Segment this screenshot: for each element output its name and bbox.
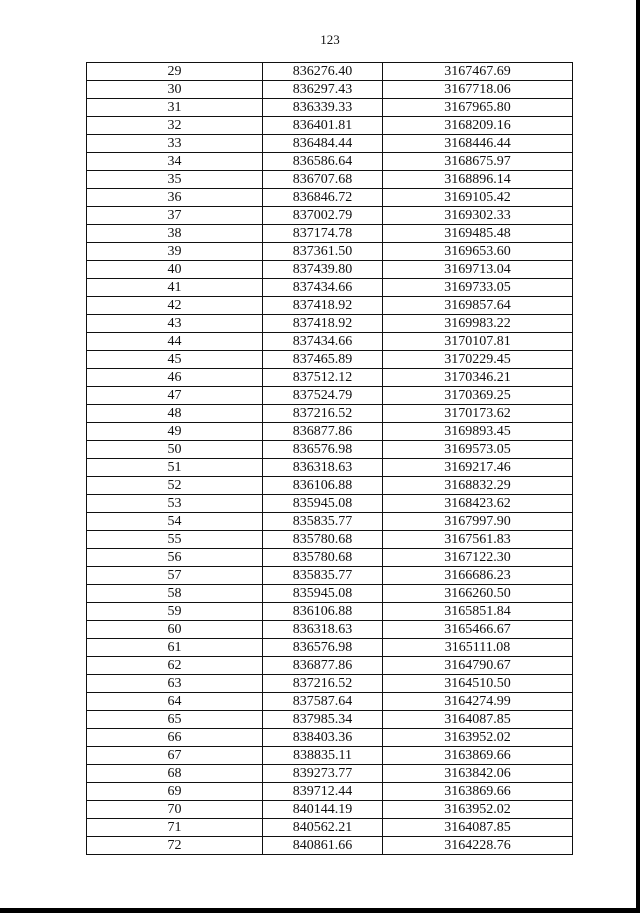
table-row: [87, 477, 573, 495]
y-coordinate-cell: 3165111.08: [383, 639, 573, 657]
table-row: [87, 333, 573, 351]
point-number-cell: 59: [87, 603, 263, 621]
x-coordinate-cell: 837418.92: [263, 297, 383, 315]
y-coordinate-cell: 3169713.04: [383, 261, 573, 279]
point-number-cell: 52: [87, 477, 263, 495]
point-number-cell: 60: [87, 621, 263, 639]
x-coordinate-cell: 837361.50: [263, 243, 383, 261]
x-coordinate-cell: 836484.44: [263, 135, 383, 153]
x-coordinate-cell: 836576.98: [263, 639, 383, 657]
point-number-cell: 58: [87, 585, 263, 603]
y-coordinate-cell: 3169573.05: [383, 441, 573, 459]
x-coordinate-cell: 835945.08: [263, 495, 383, 513]
x-coordinate-cell: 836576.98: [263, 441, 383, 459]
table-row: [87, 135, 573, 153]
y-coordinate-cell: 3164087.85: [383, 711, 573, 729]
point-number-cell: 71: [87, 819, 263, 837]
point-number-cell: 36: [87, 189, 263, 207]
x-coordinate-cell: 837587.64: [263, 693, 383, 711]
x-coordinate-cell: 837216.52: [263, 675, 383, 693]
point-number-cell: 72: [87, 837, 263, 855]
x-coordinate-cell: 836318.63: [263, 459, 383, 477]
x-coordinate-cell: 837418.92: [263, 315, 383, 333]
table-row: [87, 99, 573, 117]
y-coordinate-cell: 3170173.62: [383, 405, 573, 423]
x-coordinate-cell: 835945.08: [263, 585, 383, 603]
point-number-cell: 64: [87, 693, 263, 711]
page-number: 123: [320, 32, 340, 47]
point-number-cell: 61: [87, 639, 263, 657]
table-row: [87, 117, 573, 135]
point-number-cell: 46: [87, 369, 263, 387]
coordinates-table: [86, 62, 573, 855]
table-row: [87, 639, 573, 657]
point-number-cell: 55: [87, 531, 263, 549]
x-coordinate-cell: 836586.64: [263, 153, 383, 171]
x-coordinate-cell: 835780.68: [263, 549, 383, 567]
point-number-cell: 42: [87, 297, 263, 315]
y-coordinate-cell: 3165851.84: [383, 603, 573, 621]
y-coordinate-cell: 3169653.60: [383, 243, 573, 261]
y-coordinate-cell: 3169983.22: [383, 315, 573, 333]
y-coordinate-cell: 3163842.06: [383, 765, 573, 783]
table-row: [87, 513, 573, 531]
x-coordinate-cell: 836401.81: [263, 117, 383, 135]
table-row: [87, 369, 573, 387]
table-row: [87, 81, 573, 99]
table-row: [87, 747, 573, 765]
x-coordinate-cell: 837002.79: [263, 207, 383, 225]
point-number-cell: 69: [87, 783, 263, 801]
y-coordinate-cell: 3169857.64: [383, 297, 573, 315]
table-row: [87, 243, 573, 261]
x-coordinate-cell: 837465.89: [263, 351, 383, 369]
point-number-cell: 35: [87, 171, 263, 189]
table-row: [87, 297, 573, 315]
table-row: [87, 783, 573, 801]
point-number-cell: 29: [87, 63, 263, 81]
y-coordinate-cell: 3164087.85: [383, 819, 573, 837]
table-row: [87, 441, 573, 459]
table-row: [87, 387, 573, 405]
point-number-cell: 67: [87, 747, 263, 765]
x-coordinate-cell: 840144.19: [263, 801, 383, 819]
x-coordinate-cell: 836276.40: [263, 63, 383, 81]
y-coordinate-cell: 3168675.97: [383, 153, 573, 171]
table-row: [87, 261, 573, 279]
x-coordinate-cell: 837216.52: [263, 405, 383, 423]
y-coordinate-cell: 3164510.50: [383, 675, 573, 693]
point-number-cell: 38: [87, 225, 263, 243]
table-row: [87, 603, 573, 621]
point-number-cell: 41: [87, 279, 263, 297]
x-coordinate-cell: 839273.77: [263, 765, 383, 783]
x-coordinate-cell: 837434.66: [263, 279, 383, 297]
table-row: [87, 567, 573, 585]
x-coordinate-cell: 835780.68: [263, 531, 383, 549]
x-coordinate-cell: 836318.63: [263, 621, 383, 639]
point-number-cell: 57: [87, 567, 263, 585]
y-coordinate-cell: 3164274.99: [383, 693, 573, 711]
table-row: [87, 531, 573, 549]
y-coordinate-cell: 3164790.67: [383, 657, 573, 675]
y-coordinate-cell: 3167561.83: [383, 531, 573, 549]
x-coordinate-cell: 837174.78: [263, 225, 383, 243]
point-number-cell: 56: [87, 549, 263, 567]
y-coordinate-cell: 3169733.05: [383, 279, 573, 297]
y-coordinate-cell: 3163952.02: [383, 801, 573, 819]
point-number-cell: 51: [87, 459, 263, 477]
table-row: [87, 405, 573, 423]
x-coordinate-cell: 837434.66: [263, 333, 383, 351]
x-coordinate-cell: 840562.21: [263, 819, 383, 837]
y-coordinate-cell: 3167467.69: [383, 63, 573, 81]
point-number-cell: 44: [87, 333, 263, 351]
x-coordinate-cell: 836106.88: [263, 477, 383, 495]
x-coordinate-cell: 836846.72: [263, 189, 383, 207]
y-coordinate-cell: 3166260.50: [383, 585, 573, 603]
point-number-cell: 50: [87, 441, 263, 459]
table-row: [87, 351, 573, 369]
table-row: [87, 315, 573, 333]
y-coordinate-cell: 3163952.02: [383, 729, 573, 747]
point-number-cell: 32: [87, 117, 263, 135]
point-number-cell: 48: [87, 405, 263, 423]
y-coordinate-cell: 3167965.80: [383, 99, 573, 117]
x-coordinate-cell: 838403.36: [263, 729, 383, 747]
y-coordinate-cell: 3168896.14: [383, 171, 573, 189]
x-coordinate-cell: 837512.12: [263, 369, 383, 387]
table-row: [87, 549, 573, 567]
y-coordinate-cell: 3166686.23: [383, 567, 573, 585]
y-coordinate-cell: 3167718.06: [383, 81, 573, 99]
x-coordinate-cell: 836106.88: [263, 603, 383, 621]
table-row: [87, 207, 573, 225]
table-row: [87, 765, 573, 783]
y-coordinate-cell: 3169485.48: [383, 225, 573, 243]
table-row: [87, 819, 573, 837]
point-number-cell: 68: [87, 765, 263, 783]
y-coordinate-cell: 3169893.45: [383, 423, 573, 441]
y-coordinate-cell: 3165466.67: [383, 621, 573, 639]
point-number-cell: 66: [87, 729, 263, 747]
y-coordinate-cell: 3167122.30: [383, 549, 573, 567]
y-coordinate-cell: 3170346.21: [383, 369, 573, 387]
y-coordinate-cell: 3163869.66: [383, 783, 573, 801]
point-number-cell: 33: [87, 135, 263, 153]
x-coordinate-cell: 837524.79: [263, 387, 383, 405]
point-number-cell: 65: [87, 711, 263, 729]
table-row: [87, 729, 573, 747]
x-coordinate-cell: 837985.34: [263, 711, 383, 729]
y-coordinate-cell: 3169217.46: [383, 459, 573, 477]
point-number-cell: 70: [87, 801, 263, 819]
x-coordinate-cell: 839712.44: [263, 783, 383, 801]
x-coordinate-cell: 840861.66: [263, 837, 383, 855]
table-row: [87, 675, 573, 693]
y-coordinate-cell: 3168423.62: [383, 495, 573, 513]
point-number-cell: 45: [87, 351, 263, 369]
table-row: [87, 657, 573, 675]
y-coordinate-cell: 3170107.81: [383, 333, 573, 351]
table-row: [87, 837, 573, 855]
y-coordinate-cell: 3168832.29: [383, 477, 573, 495]
table-row: [87, 495, 573, 513]
y-coordinate-cell: 3168446.44: [383, 135, 573, 153]
coordinates-table-body: [87, 63, 573, 855]
y-coordinate-cell: 3170369.25: [383, 387, 573, 405]
point-number-cell: 53: [87, 495, 263, 513]
y-coordinate-cell: 3169105.42: [383, 189, 573, 207]
point-number-cell: 47: [87, 387, 263, 405]
y-coordinate-cell: 3168209.16: [383, 117, 573, 135]
x-coordinate-cell: 837439.80: [263, 261, 383, 279]
point-number-cell: 63: [87, 675, 263, 693]
point-number-cell: 54: [87, 513, 263, 531]
x-coordinate-cell: 836707.68: [263, 171, 383, 189]
x-coordinate-cell: 838835.11: [263, 747, 383, 765]
x-coordinate-cell: 836877.86: [263, 423, 383, 441]
x-coordinate-cell: 836339.33: [263, 99, 383, 117]
y-coordinate-cell: 3163869.66: [383, 747, 573, 765]
point-number-cell: 40: [87, 261, 263, 279]
y-coordinate-cell: 3164228.76: [383, 837, 573, 855]
table-row: [87, 225, 573, 243]
point-number-cell: 31: [87, 99, 263, 117]
point-number-cell: 39: [87, 243, 263, 261]
table-row: [87, 279, 573, 297]
point-number-cell: 30: [87, 81, 263, 99]
x-coordinate-cell: 835835.77: [263, 567, 383, 585]
y-coordinate-cell: 3170229.45: [383, 351, 573, 369]
table-row: [87, 423, 573, 441]
x-coordinate-cell: 836877.86: [263, 657, 383, 675]
y-coordinate-cell: 3167997.90: [383, 513, 573, 531]
point-number-cell: 34: [87, 153, 263, 171]
x-coordinate-cell: 836297.43: [263, 81, 383, 99]
table-row: [87, 189, 573, 207]
point-number-cell: 49: [87, 423, 263, 441]
table-row: [87, 459, 573, 477]
point-number-cell: 37: [87, 207, 263, 225]
table-row: [87, 801, 573, 819]
y-coordinate-cell: 3169302.33: [383, 207, 573, 225]
table-row: [87, 585, 573, 603]
table-row: [87, 711, 573, 729]
point-number-cell: 62: [87, 657, 263, 675]
table-row: [87, 171, 573, 189]
table-row: [87, 153, 573, 171]
table-row: [87, 63, 573, 81]
x-coordinate-cell: 835835.77: [263, 513, 383, 531]
point-number-cell: 43: [87, 315, 263, 333]
table-row: [87, 621, 573, 639]
table-row: [87, 693, 573, 711]
